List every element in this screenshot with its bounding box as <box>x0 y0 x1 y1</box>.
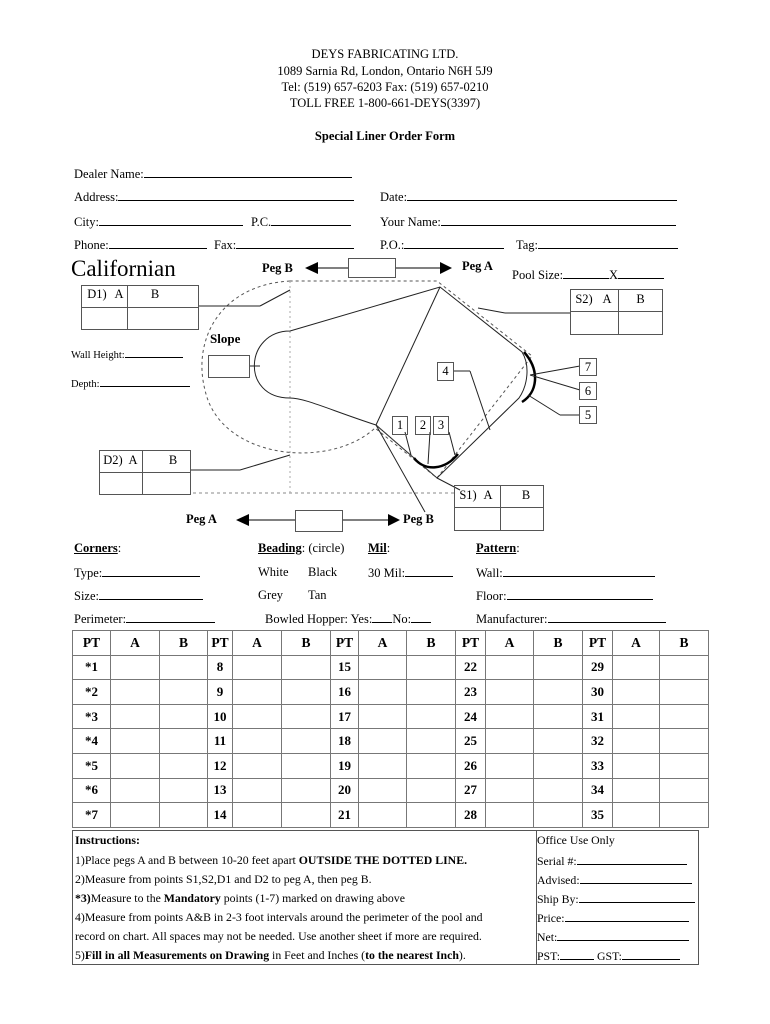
d1-label: D1) <box>87 287 107 301</box>
leader-pegb <box>376 425 425 512</box>
peg-b-bottom-label: Peg B <box>403 512 434 526</box>
d2-col-b: B <box>168 453 178 467</box>
pool-size-x: X <box>609 268 619 282</box>
arrow-right-icon <box>388 514 400 526</box>
measure-a-cell[interactable] <box>613 753 660 778</box>
measure-a-cell[interactable] <box>233 655 282 680</box>
dotted-boundary <box>202 281 532 478</box>
diagonal-line <box>376 287 440 425</box>
mil30-field[interactable] <box>368 565 453 581</box>
measure-b-cell[interactable] <box>407 803 456 828</box>
measure-b-cell[interactable] <box>160 655 208 680</box>
measure-a-cell[interactable] <box>233 803 282 828</box>
size-field[interactable] <box>74 588 203 604</box>
measure-a-cell[interactable] <box>233 680 282 705</box>
col-header: A <box>233 631 282 656</box>
measure-b-cell[interactable] <box>660 704 709 729</box>
floor-pattern-field[interactable] <box>476 588 653 604</box>
measure-b-cell[interactable] <box>534 729 583 754</box>
depth-label: Depth: <box>71 379 100 390</box>
measure-b-cell[interactable] <box>660 680 709 705</box>
d1-col-b: B <box>150 287 160 301</box>
col-header: B <box>282 631 331 656</box>
instructions-box <box>72 830 537 965</box>
measure-b-cell[interactable] <box>407 778 456 803</box>
measure-a-cell[interactable] <box>233 778 282 803</box>
measure-a-cell[interactable] <box>486 753 534 778</box>
phone-label: Phone: <box>74 238 109 252</box>
measure-b-cell[interactable] <box>534 753 583 778</box>
col-header: B <box>407 631 456 656</box>
measure-a-cell[interactable] <box>111 753 160 778</box>
measure-b-cell[interactable] <box>660 778 709 803</box>
col-header: B <box>660 631 709 656</box>
pt-cell: 18 <box>331 729 359 754</box>
pool-size-label: Pool Size: <box>512 268 564 282</box>
s1-col-b: B <box>521 488 531 502</box>
hopper-arc <box>414 454 458 467</box>
measure-b-cell[interactable] <box>660 655 709 680</box>
pt-cell: 12 <box>208 753 233 778</box>
company-tollfree: TOLL FREE 1-800-661-DEYS(3397) <box>289 96 481 110</box>
s2-measure-box[interactable] <box>570 289 663 335</box>
net-field[interactable]: Net: <box>537 929 689 945</box>
table-header-row <box>73 631 709 656</box>
pt-cell: *3 <box>73 704 111 729</box>
s1-measure-box[interactable] <box>454 485 544 531</box>
col-header: PT <box>456 631 486 656</box>
pt-cell: 22 <box>456 655 486 680</box>
beading-white[interactable]: White <box>258 565 289 579</box>
measure-b-cell[interactable] <box>407 753 456 778</box>
measure-b-cell[interactable] <box>407 680 456 705</box>
peg-b-top-label: Peg B <box>262 261 293 275</box>
peg-distance-top-box[interactable] <box>348 258 396 278</box>
wall-height-field[interactable] <box>71 348 183 361</box>
pt-cell: 34 <box>583 778 613 803</box>
beading-tan[interactable]: Tan <box>308 588 327 602</box>
measure-b-cell[interactable] <box>534 655 583 680</box>
mil30-label: 30 Mil: <box>368 566 406 580</box>
corners-label: Corners <box>74 541 118 555</box>
measure-b-cell[interactable] <box>660 803 709 828</box>
office-title: Office Use Only <box>537 833 615 847</box>
measure-a-cell[interactable] <box>359 704 407 729</box>
measure-b-cell[interactable] <box>282 704 331 729</box>
beading-label: Beading <box>258 541 302 555</box>
measure-b-cell[interactable] <box>282 778 331 803</box>
measure-b-cell[interactable] <box>160 704 208 729</box>
instruction-4-cont: record on chart. All spaces may not be needed. Use another sheet if more are required. <box>75 929 482 943</box>
table-row <box>73 680 709 705</box>
col-header: B <box>534 631 583 656</box>
wall-height-label: Wall Height: <box>71 350 125 361</box>
measure-b-cell[interactable] <box>407 655 456 680</box>
slope-label: Slope <box>210 331 241 346</box>
pt-cell: *5 <box>73 753 111 778</box>
no-label: No: <box>392 612 412 626</box>
point-box-1[interactable]: 1 <box>392 416 408 435</box>
d2-label: D2) <box>103 453 123 467</box>
beading-note: : (circle) <box>301 541 345 555</box>
measure-a-cell[interactable] <box>613 680 660 705</box>
postal-code-label: P.C. <box>251 215 272 229</box>
beading-heading <box>258 541 344 556</box>
measure-b-cell[interactable] <box>534 680 583 705</box>
mil-label: Mil <box>368 541 387 555</box>
depth-field[interactable] <box>71 377 190 390</box>
measure-a-cell[interactable] <box>233 704 282 729</box>
measure-b-cell[interactable] <box>282 680 331 705</box>
measure-a-cell[interactable] <box>486 729 534 754</box>
pool-outline <box>254 287 527 478</box>
office-use-box <box>535 830 699 965</box>
beading-black[interactable]: Black <box>308 565 338 579</box>
pt-cell: 16 <box>331 680 359 705</box>
pool-size-field[interactable] <box>512 267 664 283</box>
type-label: Type: <box>74 566 103 580</box>
perimeter-field[interactable] <box>74 611 215 627</box>
pt-cell: 10 <box>208 704 233 729</box>
measure-b-cell[interactable] <box>407 704 456 729</box>
manufacturer-label: Manufacturer: <box>476 612 548 626</box>
instruction-3: *3)Measure to the Mandatory points (1-7) marked on drawing above <box>75 891 405 905</box>
col-header: A <box>613 631 660 656</box>
s1-label: S1) <box>459 488 477 502</box>
date-label: Date: <box>380 190 408 204</box>
pt-cell: *6 <box>73 778 111 803</box>
pt-cell: 28 <box>456 803 486 828</box>
measure-b-cell[interactable] <box>282 753 331 778</box>
measure-b-cell[interactable] <box>282 655 331 680</box>
col-header: A <box>111 631 160 656</box>
measure-a-cell[interactable] <box>111 655 160 680</box>
pt-cell: 14 <box>208 803 233 828</box>
measurement-table <box>72 630 709 828</box>
measure-a-cell[interactable] <box>233 729 282 754</box>
measure-a-cell[interactable] <box>359 778 407 803</box>
right-arc <box>522 352 535 402</box>
type-field[interactable] <box>74 565 200 581</box>
point-box-7[interactable]: 7 <box>579 358 597 376</box>
measure-a-cell[interactable] <box>486 680 534 705</box>
pt-cell: 23 <box>456 680 486 705</box>
peg-a-bottom-label: Peg A <box>186 512 217 526</box>
manufacturer-field[interactable] <box>476 611 666 627</box>
pattern-heading: Pattern: <box>476 541 520 555</box>
your-name-label: Your Name: <box>380 215 441 229</box>
d1-measure-box[interactable] <box>81 285 199 330</box>
measure-a-cell[interactable] <box>486 655 534 680</box>
advised-field[interactable]: Advised: <box>537 872 692 888</box>
table-row <box>73 729 709 754</box>
arrow-left-icon <box>305 262 318 274</box>
measure-a-cell[interactable] <box>486 803 534 828</box>
col-header: PT <box>208 631 233 656</box>
pt-cell: 15 <box>331 655 359 680</box>
pattern-label: Pattern <box>476 541 517 555</box>
arrow-right-icon <box>440 262 452 274</box>
point-box-4[interactable]: 4 <box>437 362 454 381</box>
point-box-3[interactable]: 3 <box>433 416 449 435</box>
pt-cell: *7 <box>73 803 111 828</box>
d1-col-a: A <box>114 287 124 301</box>
measure-a-cell[interactable] <box>613 778 660 803</box>
col-header: B <box>160 631 208 656</box>
wall-label: Wall: <box>476 566 503 580</box>
form-title: Special Liner Order Form <box>314 129 456 143</box>
peg-distance-bottom-box[interactable] <box>295 510 343 532</box>
address-label: Address: <box>74 190 119 204</box>
table-row <box>73 778 709 803</box>
company-phone: Tel: (519) 657-6203 Fax: (519) 657-0210 <box>281 80 489 94</box>
shape-title: Californian <box>71 256 176 281</box>
dealer-name-label: Dealer Name: <box>74 167 144 181</box>
pt-cell: 13 <box>208 778 233 803</box>
company-name: DEYS FABRICATING LTD. <box>311 47 459 61</box>
pt-cell: 27 <box>456 778 486 803</box>
table-row <box>73 753 709 778</box>
arrow-left-icon <box>236 514 249 526</box>
pt-cell: 31 <box>583 704 613 729</box>
pt-cell: 11 <box>208 729 233 754</box>
measure-b-cell[interactable] <box>660 729 709 754</box>
pt-cell: 24 <box>456 704 486 729</box>
col-header: A <box>359 631 407 656</box>
pt-cell: 30 <box>583 680 613 705</box>
measure-a-cell[interactable] <box>111 704 160 729</box>
measure-b-cell[interactable] <box>160 803 208 828</box>
measure-a-cell[interactable] <box>111 729 160 754</box>
perimeter-label: Perimeter: <box>74 612 127 626</box>
measure-b-cell[interactable] <box>407 729 456 754</box>
floor-label: Floor: <box>476 589 507 603</box>
measure-b-cell[interactable] <box>282 803 331 828</box>
pt-cell: 17 <box>331 704 359 729</box>
tag-label: Tag: <box>516 238 539 252</box>
point-box-2[interactable]: 2 <box>415 416 431 435</box>
measure-a-cell[interactable] <box>359 753 407 778</box>
measure-a-cell[interactable] <box>111 680 160 705</box>
pt-cell: *1 <box>73 655 111 680</box>
col-header: A <box>486 631 534 656</box>
yes-label: Yes: <box>350 612 373 626</box>
price-field[interactable]: Price: <box>537 910 689 926</box>
measure-b-cell[interactable] <box>160 680 208 705</box>
size-label: Size: <box>74 589 99 603</box>
measure-b-cell[interactable] <box>534 778 583 803</box>
bowled-label: Bowled Hopper: <box>265 612 348 626</box>
measure-a-cell[interactable] <box>486 778 534 803</box>
measure-a-cell[interactable] <box>613 803 660 828</box>
measure-a-cell[interactable] <box>111 803 160 828</box>
measure-b-cell[interactable] <box>534 803 583 828</box>
corners-heading: Corners: <box>74 541 122 555</box>
pt-cell: 20 <box>331 778 359 803</box>
measure-a-cell[interactable] <box>486 704 534 729</box>
tax-field[interactable]: PST: GST: <box>537 948 680 964</box>
pt-cell: 32 <box>583 729 613 754</box>
table-row <box>73 803 709 828</box>
measure-a-cell[interactable] <box>111 778 160 803</box>
measure-a-cell[interactable] <box>613 729 660 754</box>
s2-col-b: B <box>636 292 645 306</box>
d2-col-a: A <box>128 453 138 467</box>
measure-a-cell[interactable] <box>359 680 407 705</box>
instruction-4: 4)Measure from points A&B in 2-3 foot intervals around the perimeter of the pool and <box>75 910 483 924</box>
measure-a-cell[interactable] <box>359 729 407 754</box>
company-address: 1089 Sarnia Rd, London, Ontario N6H 5J9 <box>277 64 493 78</box>
pt-cell: 19 <box>331 753 359 778</box>
table-row <box>73 655 709 680</box>
pt-cell: 8 <box>208 655 233 680</box>
pt-cell: *2 <box>73 680 111 705</box>
s2-col-a: A <box>602 292 612 306</box>
serial-field[interactable]: Serial #: <box>537 853 687 869</box>
table-row <box>73 704 709 729</box>
measure-b-cell[interactable] <box>282 729 331 754</box>
d2-measure-box[interactable] <box>99 450 191 495</box>
measure-b-cell[interactable] <box>160 729 208 754</box>
instruction-1: 1)Place pegs A and B between 10-20 feet apart OUTSIDE THE DOTTED LINE. <box>75 853 468 867</box>
wall-pattern-field[interactable] <box>476 565 655 581</box>
city-label: City: <box>74 215 100 229</box>
pt-cell: 29 <box>583 655 613 680</box>
pt-cell: 21 <box>331 803 359 828</box>
bowled-hopper-field[interactable] <box>265 611 431 627</box>
fax-label: Fax: <box>214 238 237 252</box>
point-box-5[interactable]: 5 <box>579 406 597 424</box>
measure-a-cell[interactable] <box>359 803 407 828</box>
measure-a-cell[interactable] <box>613 704 660 729</box>
s2-label: S2) <box>575 292 593 306</box>
ship-by-field[interactable]: Ship By: <box>537 891 695 907</box>
col-header: PT <box>331 631 359 656</box>
mil-heading: Mil: <box>368 541 391 555</box>
pt-cell: 9 <box>208 680 233 705</box>
po-label: P.O.: <box>380 238 405 252</box>
measure-b-cell[interactable] <box>160 753 208 778</box>
pt-cell: *4 <box>73 729 111 754</box>
pt-cell: 25 <box>456 729 486 754</box>
peg-a-top-label: Peg A <box>462 259 493 273</box>
s1-col-a: A <box>483 488 493 502</box>
measure-b-cell[interactable] <box>160 778 208 803</box>
col-header: PT <box>73 631 111 656</box>
measure-a-cell[interactable] <box>359 655 407 680</box>
pt-cell: 26 <box>456 753 486 778</box>
measure-b-cell[interactable] <box>534 704 583 729</box>
point-box-6[interactable]: 6 <box>579 382 597 400</box>
measure-a-cell[interactable] <box>233 753 282 778</box>
col-header: PT <box>583 631 613 656</box>
pt-cell: 33 <box>583 753 613 778</box>
measure-b-cell[interactable] <box>660 753 709 778</box>
beading-grey[interactable]: Grey <box>258 588 283 602</box>
pt-cell: 35 <box>583 803 613 828</box>
slope-box[interactable] <box>208 355 250 378</box>
measure-a-cell[interactable] <box>613 655 660 680</box>
instruction-2: 2)Measure from points S1,S2,D1 and D2 to peg A, then peg B. <box>75 872 372 886</box>
instruction-5: 5)Fill in all Measurements on Drawing in Feet and Inches (to the nearest Inch). <box>75 948 466 962</box>
instructions-title: Instructions: <box>75 833 140 847</box>
